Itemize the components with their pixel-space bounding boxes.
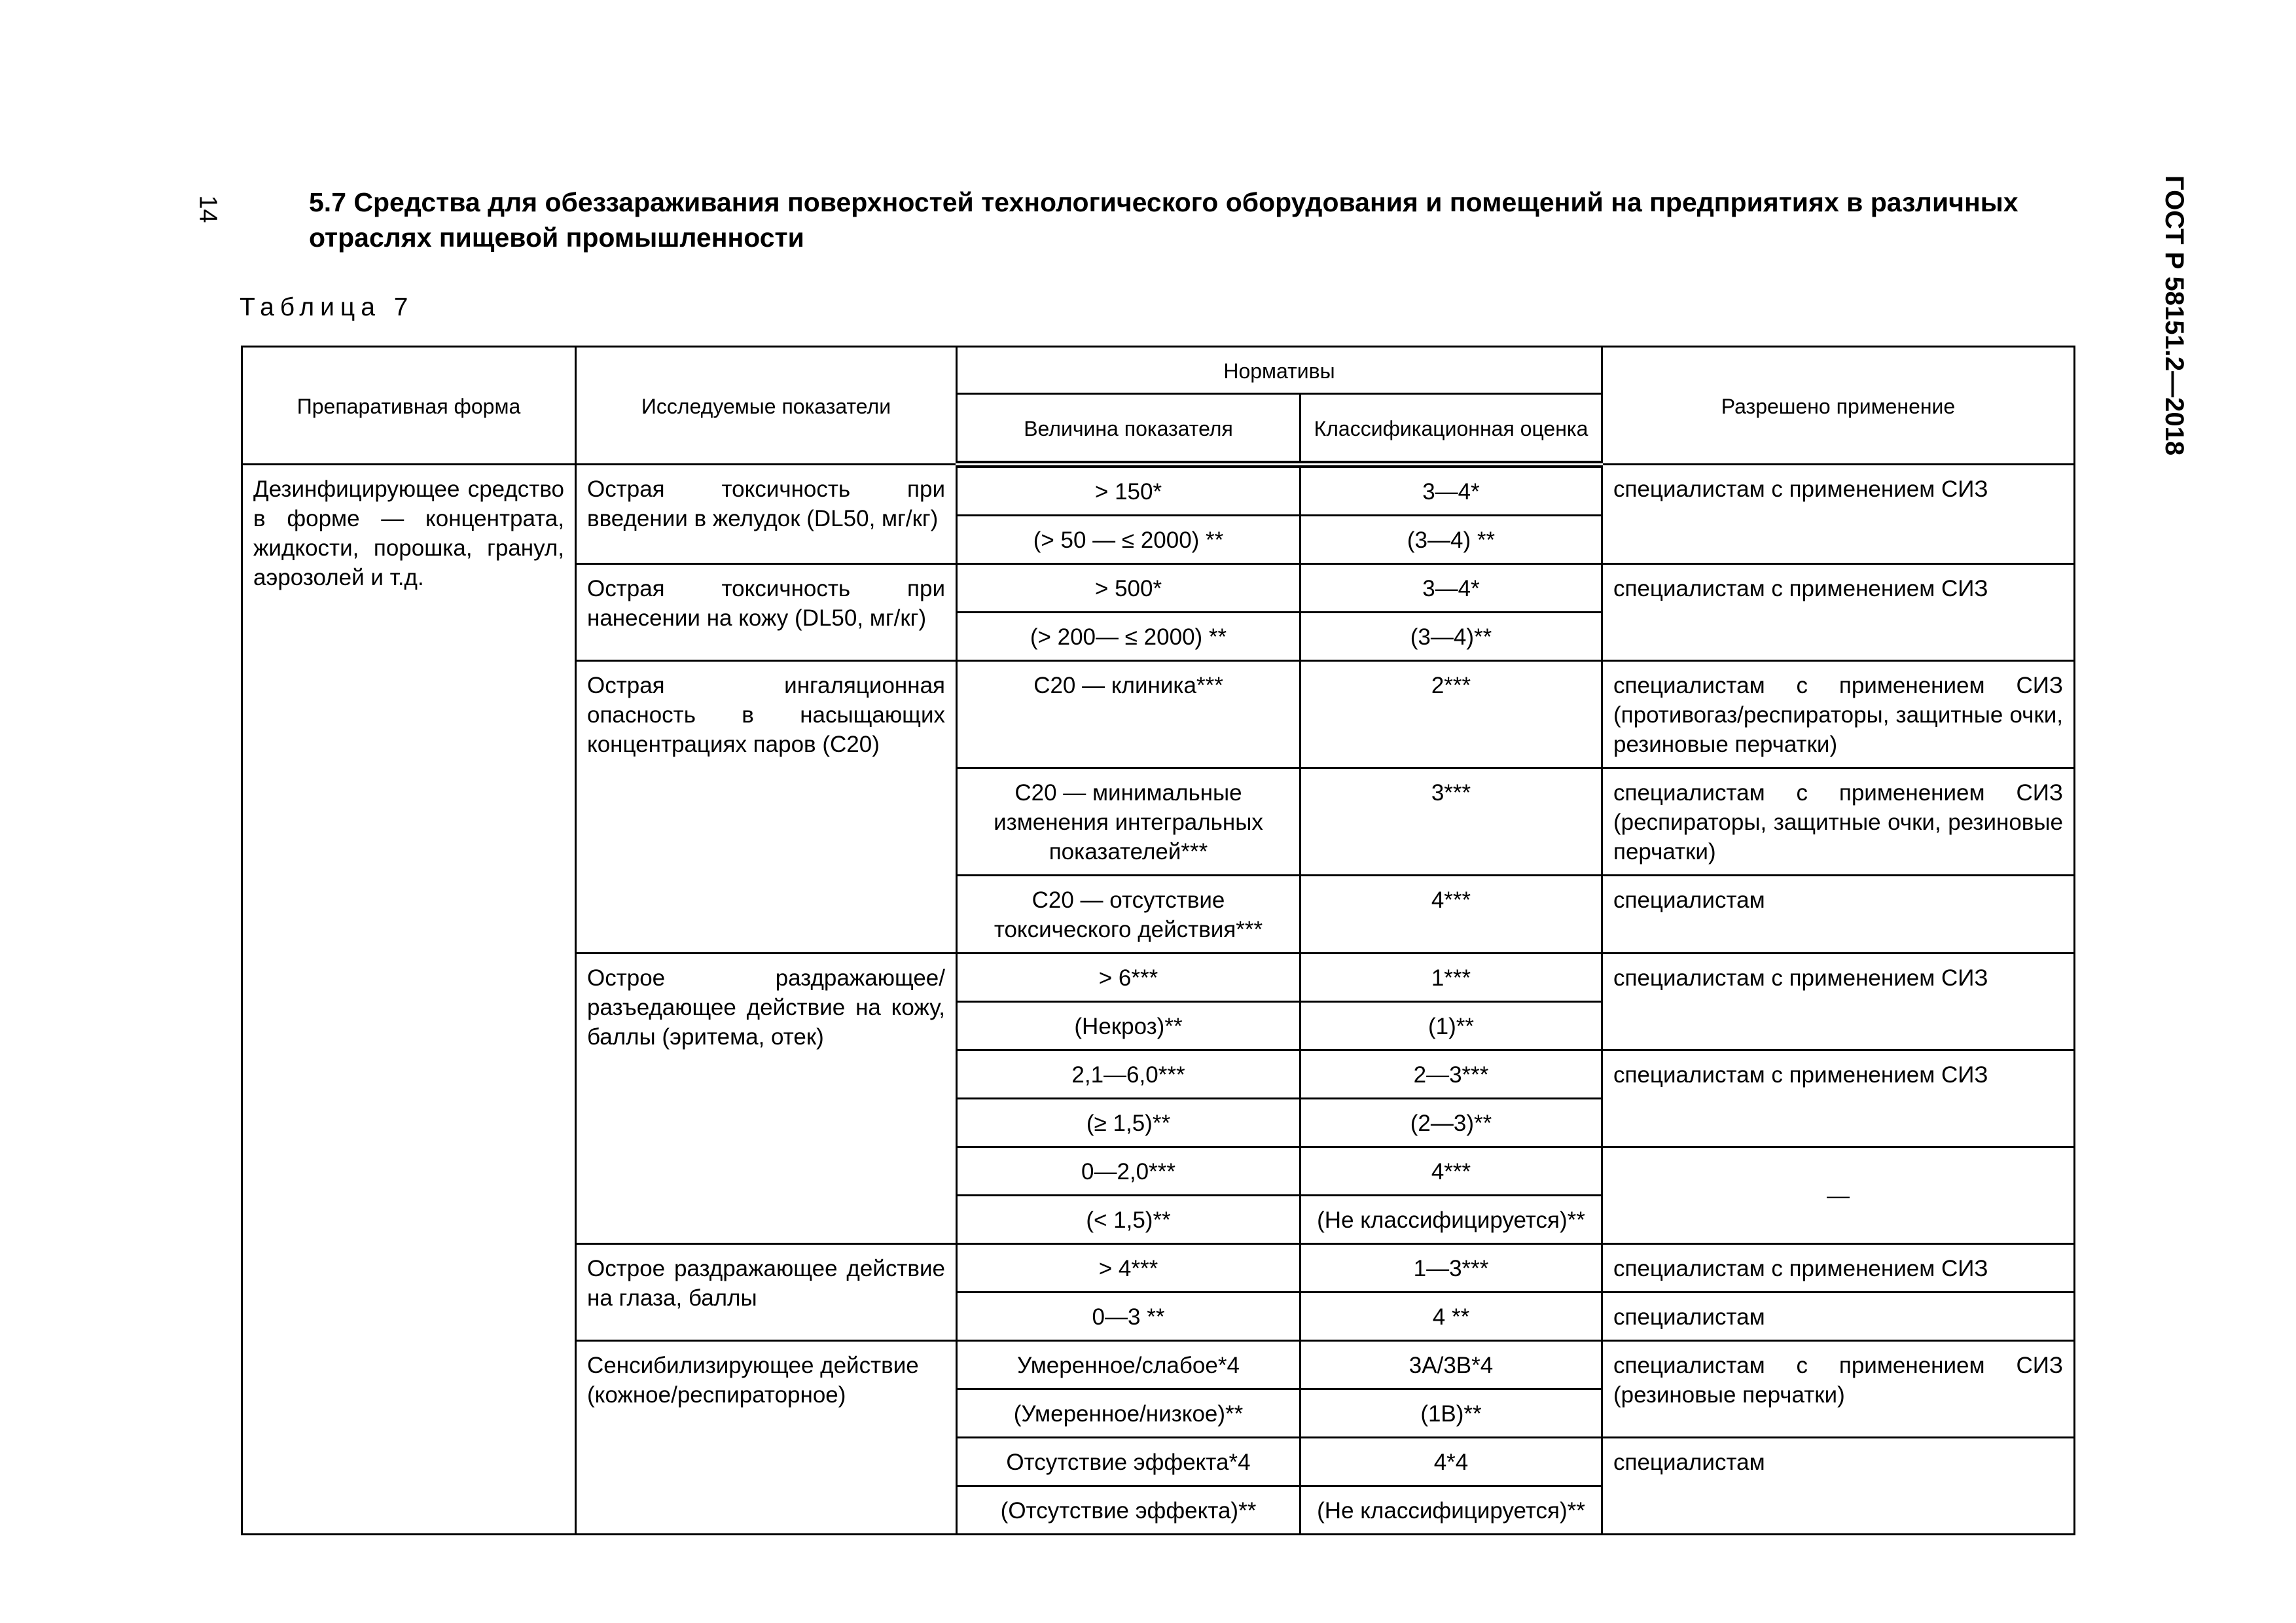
section-heading: 5.7 Средства для обеззараживания поверхностей технологического оборудования и помещений на предприятиях в различных отраслях пищевой промышленности — [309, 187, 2018, 253]
value-cell: (> 200— ≤ 2000) ** — [957, 613, 1300, 661]
value-cell: 2,1—6,0*** — [957, 1050, 1300, 1099]
value-cell: (≥ 1,5)** — [957, 1099, 1300, 1147]
indicator-inhalation-hazard: Острая ингаляционная опасность в насыщающих концентрациях паров (C20) — [576, 661, 957, 954]
class-cell: (1)** — [1300, 1002, 1602, 1050]
class-cell: 2—3*** — [1300, 1050, 1602, 1099]
page-number: 14 — [194, 195, 222, 223]
allowed-cell: специалистам — [1602, 1293, 2075, 1341]
value-cell: > 4*** — [957, 1244, 1300, 1293]
class-cell: (Не классифицируется)** — [1300, 1196, 1602, 1244]
header-classification: Классификационная оценка — [1300, 394, 1602, 465]
value-cell: Отсутствие эффекта*4 — [957, 1438, 1300, 1486]
value-cell: > 150* — [957, 465, 1300, 516]
class-cell: 3—4* — [1300, 465, 1602, 516]
class-cell: 4*** — [1300, 1147, 1602, 1196]
value-cell: Умеренное/слабое*4 — [957, 1341, 1300, 1389]
value-cell: 0—2,0*** — [957, 1147, 1300, 1196]
header-norms: Нормативы — [957, 347, 1602, 394]
header-allowed: Разрешено применение — [1602, 347, 2075, 465]
classification-table — [241, 346, 2075, 1535]
indicator-sensitization: Сенсибилизирующее действие (кожное/респираторное) — [576, 1341, 957, 1535]
allowed-cell: специалистам с применением СИЗ — [1602, 1050, 2075, 1147]
indicator-oral-toxicity: Острая токсичность при введении в желудок (DL50, мг/кг) — [576, 465, 957, 564]
class-cell: (2—3)** — [1300, 1099, 1602, 1147]
allowed-cell: специалистам с применением СИЗ (противогаз/респираторы, защитные очки, резиновые перчатки) — [1602, 661, 2075, 768]
header-value: Величина показателя — [957, 394, 1300, 465]
value-cell: (< 1,5)** — [957, 1196, 1300, 1244]
allowed-cell: специалистам с применением СИЗ — [1602, 954, 2075, 1050]
allowed-cell: специалистам с применением СИЗ — [1602, 1244, 2075, 1293]
class-cell: (3—4) ** — [1300, 516, 1602, 564]
value-cell: (Некроз)** — [957, 1002, 1300, 1050]
value-cell: C20 — отсутствие токсического действия*** — [957, 876, 1300, 954]
header-form: Препаративная форма — [242, 347, 576, 465]
class-cell: (3—4)** — [1300, 613, 1602, 661]
document-code: ГОСТ Р 58151.2—2018 — [2160, 175, 2189, 456]
class-cell: 3*** — [1300, 768, 1602, 876]
header-indicators: Исследуемые показатели — [576, 347, 957, 465]
value-cell: C20 — минимальные изменения интегральных показателей*** — [957, 768, 1300, 876]
class-cell: 2*** — [1300, 661, 1602, 768]
class-cell: 4*** — [1300, 876, 1602, 954]
indicator-skin-irritation: Острое раздражающее/разъедающее действие на кожу, баллы (эритема, отек) — [576, 954, 957, 1244]
allowed-cell: специалистам с применением СИЗ (респираторы, защитные очки, резиновые перчатки) — [1602, 768, 2075, 876]
indicator-dermal-toxicity: Острая токсичность при нанесении на кожу (DL50, мг/кг) — [576, 564, 957, 661]
allowed-cell: — — [1602, 1147, 2075, 1244]
value-cell: (> 50 — ≤ 2000) ** — [957, 516, 1300, 564]
value-cell: (Умеренное/низкое)** — [957, 1389, 1300, 1438]
class-cell: 3—4* — [1300, 564, 1602, 613]
allowed-cell: специалистам — [1602, 1438, 2075, 1535]
class-cell: 4*4 — [1300, 1438, 1602, 1486]
class-cell: (Не классифицируется)** — [1300, 1486, 1602, 1535]
allowed-cell: специалистам с применением СИЗ (резиновые перчатки) — [1602, 1341, 2075, 1438]
allowed-cell: специалистам с применением СИЗ — [1602, 465, 2075, 564]
value-cell: > 6*** — [957, 954, 1300, 1002]
allowed-cell: специалистам — [1602, 876, 2075, 954]
indicator-eye-irritation: Острое раздражающее действие на глаза, баллы — [576, 1244, 957, 1341]
class-cell: 1*** — [1300, 954, 1602, 1002]
class-cell: 3А/3В*4 — [1300, 1341, 1602, 1389]
value-cell: 0—3 ** — [957, 1293, 1300, 1341]
class-cell: (1В)** — [1300, 1389, 1602, 1438]
value-cell: > 500* — [957, 564, 1300, 613]
table-caption: Таблица 7 — [240, 293, 414, 321]
allowed-cell: специалистам с применением СИЗ — [1602, 564, 2075, 661]
preparative-form: Дезинфицирующее средство в форме — концентрата, жидкости, порошка, гранул, аэрозолей и т.д. — [242, 465, 576, 1535]
class-cell: 1—3*** — [1300, 1244, 1602, 1293]
class-cell: 4 ** — [1300, 1293, 1602, 1341]
value-cell: C20 — клиника*** — [957, 661, 1300, 768]
value-cell: (Отсутствие эффекта)** — [957, 1486, 1300, 1535]
